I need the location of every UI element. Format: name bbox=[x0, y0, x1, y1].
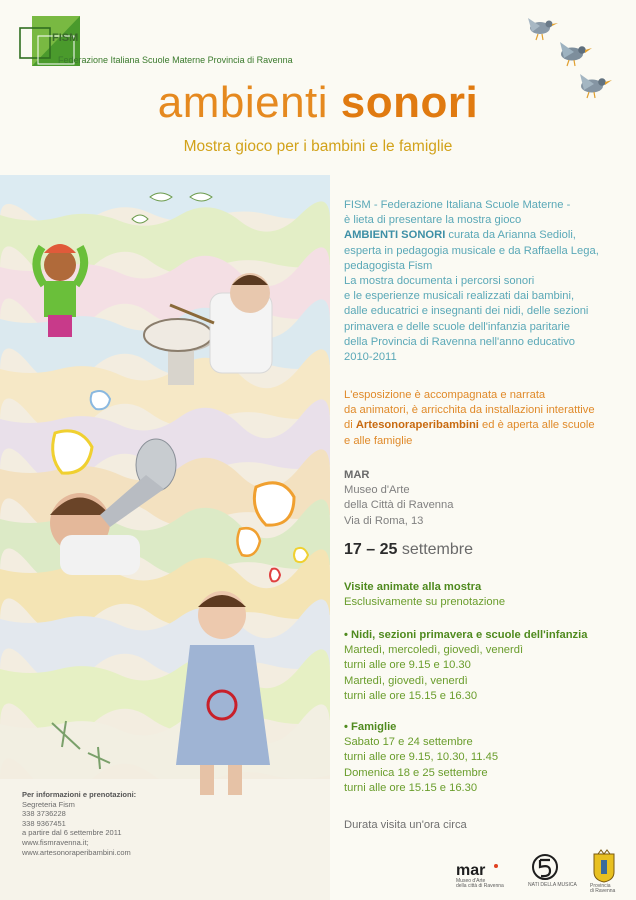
schedule-days: Martedì, mercoledì, giovedì, venerdì bbox=[344, 644, 524, 657]
contact-website[interactable]: www.fismravenna.it; bbox=[22, 837, 89, 847]
mar-logo-icon bbox=[454, 858, 514, 888]
schedule-days: Sabato 17 e 24 settembre bbox=[344, 736, 473, 749]
visits-block bbox=[344, 580, 505, 610]
venue-line: della Città di Ravenna bbox=[344, 499, 454, 512]
schedule-times: turni alle ore 9.15, 10.30, 11.45 bbox=[344, 751, 499, 764]
schedule-times: turni alle ore 15.15 e 16.30 bbox=[344, 689, 478, 702]
schools-schedule bbox=[344, 628, 587, 704]
mar-caption: Museo d'Arte bbox=[456, 878, 486, 884]
exhibition-line: di Artesonoraperibambini ed è aperta alle scuole bbox=[344, 419, 595, 432]
visit-duration: Durata visita un'ora circa bbox=[344, 819, 467, 831]
contact-from-date: a partire dal 6 settembre 2011 bbox=[22, 828, 122, 838]
schedule-times: turni alle ore 9.15 e 10.30 bbox=[344, 659, 471, 672]
intro-line: esperta in pedagogia musicale e da Raffaella Lega, bbox=[344, 244, 599, 257]
intro-line: e le esperienze musicali realizzati dai bambini, bbox=[344, 290, 575, 303]
org-fullname: Federazione Italiana Scuole Materne Provincia di Ravenna bbox=[58, 55, 293, 65]
venue-block bbox=[344, 468, 453, 529]
title-light: ambienti bbox=[157, 78, 329, 127]
contact-info bbox=[22, 790, 192, 857]
intro-line: primavera e delle scuole dell'infanzia paritarie bbox=[344, 320, 571, 333]
bird-icon bbox=[560, 42, 592, 66]
intro-line: è lieta di presentare la mostra gioco bbox=[344, 214, 522, 227]
venue-name: MAR bbox=[344, 469, 370, 481]
contact-phone: 338 3736228 bbox=[22, 809, 66, 819]
intro-line: La mostra documenta i percorsi sonori bbox=[344, 275, 535, 288]
families-schedule bbox=[344, 720, 498, 796]
venue-line: Museo d'Arte bbox=[344, 484, 410, 497]
schedule-days: Domenica 18 e 25 settembre bbox=[344, 766, 488, 779]
date-range: 17 – 25 bbox=[344, 541, 398, 558]
intro-line: pedagogista Fism bbox=[344, 259, 433, 272]
intro-line: dalle educatrici e insegnanti dei nidi, delle sezioni bbox=[344, 305, 589, 318]
province-caption: di Ravenna bbox=[590, 888, 616, 894]
intro-paragraph bbox=[344, 198, 599, 365]
schedule-times: turni alle ore 15.15 e 16.30 bbox=[344, 781, 478, 794]
exhibition-dates bbox=[344, 542, 473, 557]
date-month: settembre bbox=[401, 541, 473, 558]
intro-line: AMBIENTI SONORI curata da Arianna Sedioli, bbox=[344, 229, 576, 242]
intro-line: FISM - Federazione Italiana Scuole Materne - bbox=[344, 199, 571, 211]
exhibition-paragraph bbox=[344, 388, 595, 449]
title-bold: sonori bbox=[340, 78, 479, 127]
mar-logo-text: mar bbox=[456, 862, 486, 879]
exhibition-name: AMBIENTI SONORI bbox=[344, 229, 446, 242]
poster-title bbox=[0, 78, 636, 128]
poster-subtitle: Mostra gioco per i bambini e le famiglie bbox=[183, 138, 453, 155]
province-crest-icon bbox=[588, 850, 620, 892]
contact-website[interactable]: www.artesonoraperibambini.com bbox=[22, 847, 131, 857]
contact-phone: 338 9367451 bbox=[22, 818, 66, 828]
exhibition-line: L'esposizione è accompagnata e narrata bbox=[344, 389, 546, 401]
schedule-days: Martedì, giovedì, venerdì bbox=[344, 674, 468, 687]
intro-line: 2010-2011 bbox=[344, 351, 397, 364]
contact-office: Segreteria Fism bbox=[22, 799, 75, 809]
province-caption: Provincia bbox=[590, 883, 611, 889]
five-logo-icon bbox=[528, 852, 577, 888]
venue-address: Via di Roma, 13 bbox=[344, 514, 424, 527]
visits-note: Esclusivamente su prenotazione bbox=[344, 596, 506, 609]
fism-logo-text: FISM bbox=[52, 32, 79, 44]
contact-title: Per informazioni e prenotazioni: bbox=[22, 790, 137, 799]
families-title: • Famiglie bbox=[344, 721, 397, 733]
visits-title: Visite animate alla mostra bbox=[344, 581, 482, 593]
exhibition-line: da animatori, è arricchita da installazioni interattive bbox=[344, 404, 595, 417]
schools-title: • Nidi, sezioni primavera e scuole dell'infanzia bbox=[344, 629, 588, 641]
mar-caption: della città di Ravenna bbox=[456, 883, 504, 889]
bird-icon bbox=[528, 18, 558, 40]
intro-line: della Provincia di Ravenna nell'anno educativo bbox=[344, 335, 576, 348]
five-caption: NATI DELLA MUSICA bbox=[528, 882, 577, 888]
exhibition-line: e alle famiglie bbox=[344, 434, 413, 447]
artesonora-brand: Artesonoraperibambini bbox=[355, 419, 479, 432]
